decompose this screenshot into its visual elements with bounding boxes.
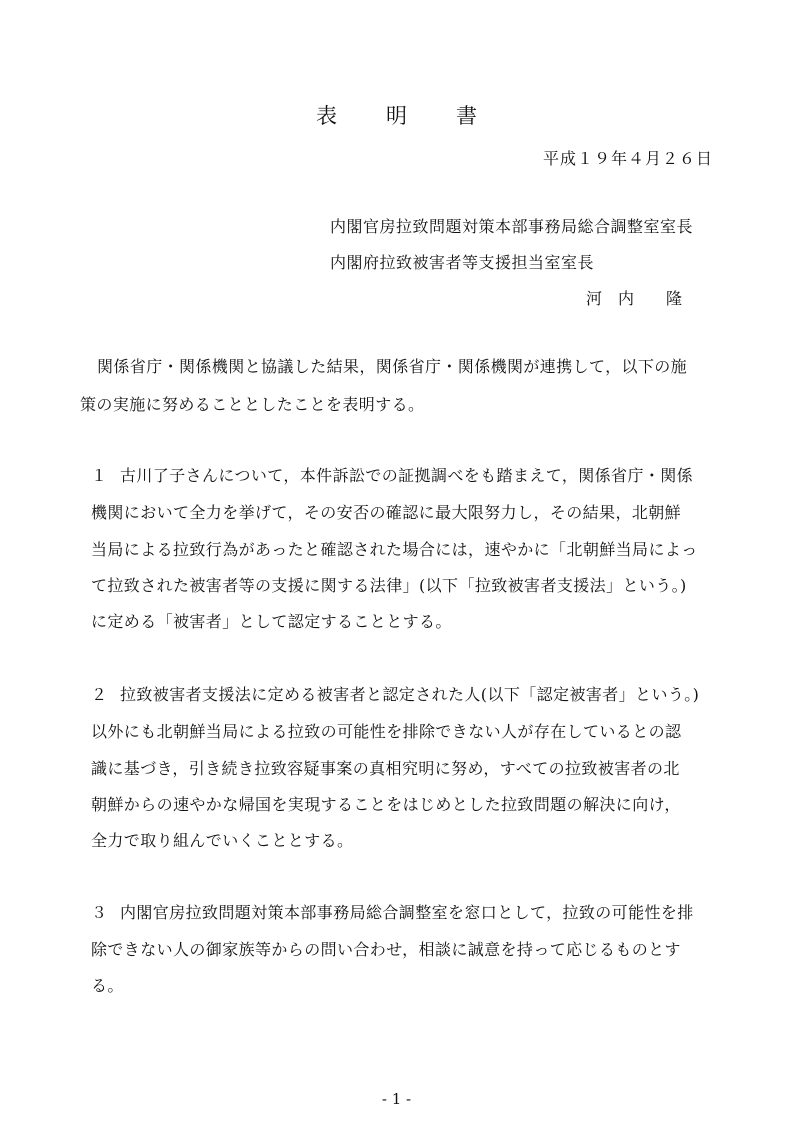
item-line: 内閣官房拉致問題対策本部事務局総合調整室を窓口として，拉致の可能性を排 (120, 903, 694, 922)
item-line: に定める「被害者」として認定することとする。 (91, 612, 452, 631)
item-number: ３ (91, 903, 108, 922)
item-line: 機関において全力を挙げて，その安否の確認に最大限努力し，その結果，北朝鮮 (91, 503, 682, 522)
item-line: 識に基づき，引き続き拉致容疑事案の真相究明に努め，すべての拉致被害者の北 (91, 759, 680, 778)
item-line: 当局による拉致行為があったと確認された場合には，速やかに「北朝鮮当局によっ (91, 540, 698, 559)
item-line: 朝鮮からの速やかな帰国を実現することをはじめとした拉致問題の解決に向け， (91, 795, 681, 814)
item-line: る。 (91, 976, 124, 995)
item-line: 除できない人の御家族等からの問い合わせ，相談に誠意を持って応じるものとす (91, 940, 681, 959)
item-line: 拉致被害者支援法に定める被害者と認定された人(以下「認定被害者」という。) (120, 685, 700, 704)
document-title: 表 明 書 (316, 104, 491, 128)
intro-line: 関係省庁・関係機関と協議した結果，関係省庁・関係機関が連携して，以下の施 (97, 357, 688, 376)
intro-line: 策の実施に努めることとしたことを表明する。 (80, 395, 425, 414)
item-line: 以外にも北朝鮮当局による拉致の可能性を排除できない人が存在しているとの認 (91, 722, 682, 741)
page-number: - 1 - (381, 1090, 412, 1108)
item-line: 古川了子さんについて，本件訴訟での証拠調べをも踏まえて，関係省庁・関係 (120, 466, 694, 485)
office-title-cabinet-office: 内閣府拉致被害者等支援担当室室長 (330, 253, 595, 272)
item-line: て拉致された被害者等の支援に関する法律」(以下「拉致被害者支援法」という。) (91, 576, 687, 595)
office-title-cabinet-secretariat: 内閣官房拉致問題対策本部事務局総合調整室室長 (330, 217, 694, 236)
item-line: 全力で取り組んでいくこととする。 (91, 831, 354, 850)
item-number: ２ (91, 685, 108, 704)
signatory-name: 河 内 隆 (586, 289, 683, 308)
document-date: 平成１９年４月２６日 (542, 149, 713, 168)
item-number: １ (91, 466, 108, 485)
